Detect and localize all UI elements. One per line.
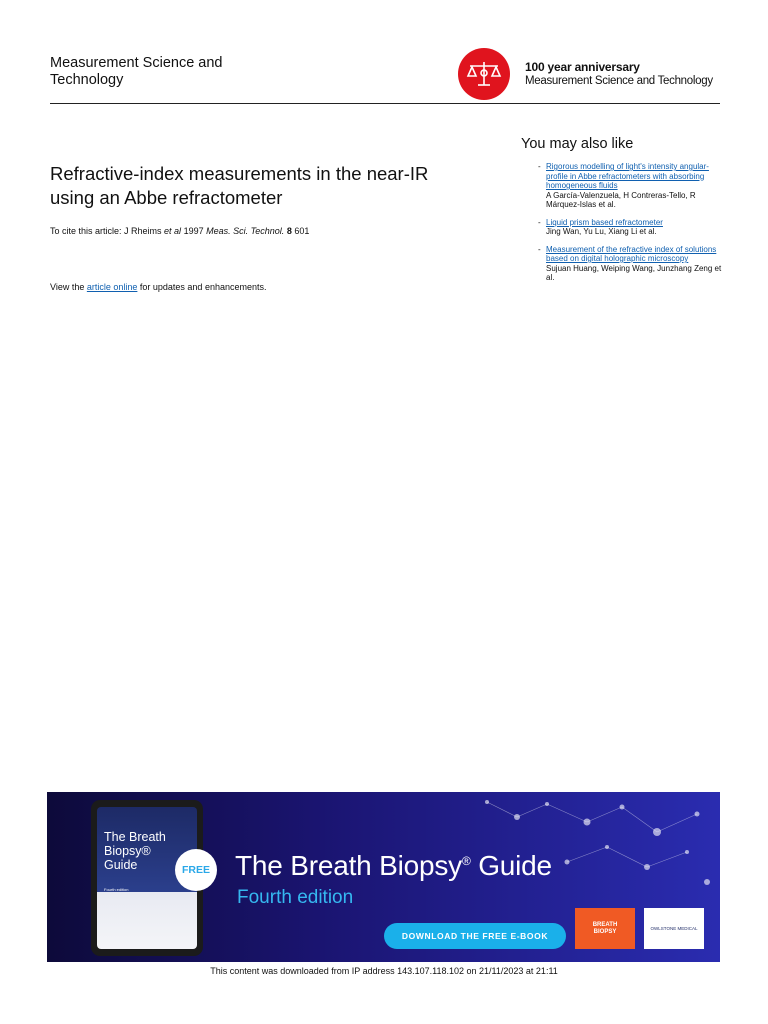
citation-page: 601 — [291, 226, 310, 236]
view-online — [50, 282, 266, 292]
anniversary-title: 100 year anniversary — [525, 60, 640, 74]
scales-icon — [458, 48, 510, 100]
anniversary-subtitle: Measurement Science and Technology — [525, 75, 713, 87]
ad-headline — [235, 850, 552, 882]
article-title-line2: using an Abbe refractometer — [50, 187, 283, 208]
related-authors: Sujuan Huang, Weiping Wang, Junzhang Zeng et al. — [546, 263, 722, 282]
owlstone-medical-logo — [644, 908, 704, 949]
list-item — [538, 218, 723, 237]
ad-banner[interactable] — [47, 792, 720, 962]
related-link[interactable]: Liquid prism based refractometer — [546, 217, 663, 227]
breath-biopsy-logo — [575, 908, 635, 949]
tablet-title: The Breath Biopsy® Guide — [104, 830, 166, 872]
download-footer: This content was downloaded from IP address 143.107.118.102 on 21/11/2023 at 21:11 — [210, 966, 558, 976]
related-list — [538, 162, 723, 291]
citation-prefix: To cite this article: J Rheims — [50, 226, 165, 236]
download-ebook-button[interactable]: DOWNLOAD THE FREE E-BOOK — [384, 923, 566, 949]
related-heading: You may also like — [521, 136, 634, 152]
citation-journal: Meas. Sci. Technol. — [206, 226, 285, 236]
ad-edition: Fourth edition — [237, 887, 354, 908]
ad-headline-suffix: Guide — [470, 850, 552, 881]
header-divider — [50, 103, 720, 104]
list-dash: - — [538, 217, 541, 227]
owlstone-logo-text: OWLSTONE MEDICAL — [650, 926, 698, 931]
tablet-edition: Fourth edition — [104, 887, 129, 892]
journal-name — [50, 55, 270, 89]
related-authors: Jing Wan, Yu Lu, Xiang Li et al. — [546, 227, 657, 236]
list-dash: - — [538, 244, 541, 254]
journal-name-line2: Technology — [50, 72, 124, 88]
journal-name-line1: Measurement Science and — [50, 55, 223, 71]
ad-headline-text: The Breath Biopsy — [235, 850, 462, 881]
citation-etal: et al — [164, 226, 182, 236]
registered-mark: ® — [461, 854, 471, 868]
citation-year: 1997 — [181, 226, 207, 236]
citation — [50, 226, 309, 236]
list-item — [538, 162, 723, 210]
list-item — [538, 245, 723, 283]
related-link[interactable]: Measurement of the refractive index of solutions based on digital holographic microscopy — [546, 244, 717, 263]
list-dash: - — [538, 162, 541, 171]
related-link[interactable]: Rigorous modelling of light's intensity angular-profile in Abbe refractometers with absorbing homogeneous fluids — [546, 162, 709, 190]
anniversary-logo — [458, 48, 713, 100]
breath-biopsy-logo-line1: BREATH — [592, 921, 618, 928]
citation-volume: 8 — [286, 226, 292, 236]
breath-biopsy-logo-line2: BIOPSY — [593, 928, 617, 935]
article-online-link[interactable]: article online — [86, 282, 138, 292]
related-authors: A García-Valenzuela, H Contreras-Tello, R Márquez-Islas et al. — [546, 190, 696, 209]
view-suffix: for updates and enhancements. — [137, 282, 267, 292]
article-title — [50, 162, 490, 210]
view-prefix: View the — [50, 282, 87, 292]
article-title-line1: Refractive-index measurements in the near-IR — [50, 163, 429, 184]
free-badge: FREE — [175, 849, 217, 891]
